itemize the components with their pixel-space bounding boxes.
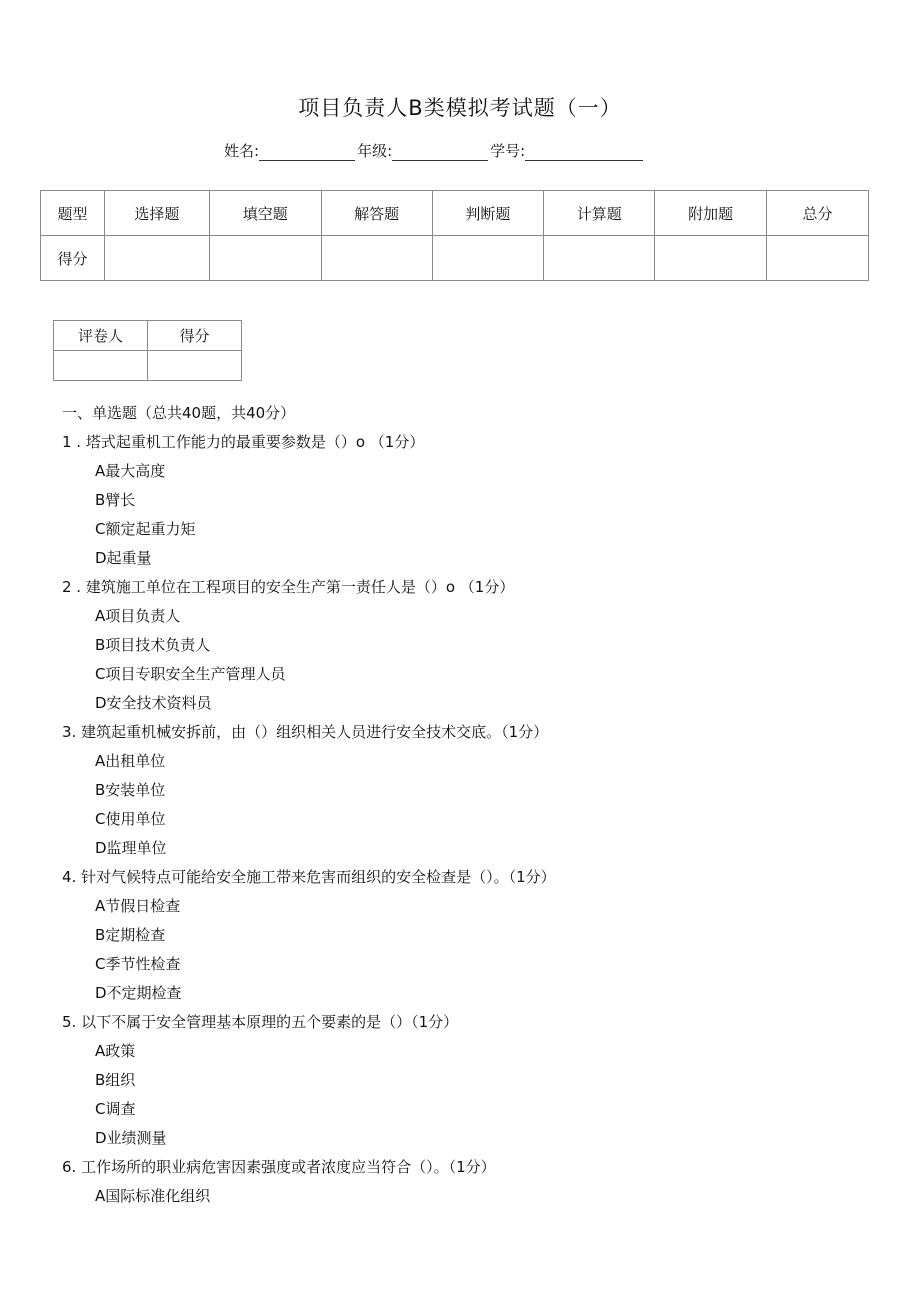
score-header-cell: 附加题 <box>655 191 767 236</box>
score-row-label: 得分 <box>41 236 105 281</box>
grader-label: 评卷人 <box>54 321 148 351</box>
answer-option[interactable]: B安装单位 <box>95 781 166 799</box>
answer-option[interactable]: D不定期检查 <box>95 984 182 1002</box>
answer-option[interactable]: B组织 <box>95 1071 136 1089</box>
question-stem: 1 . 塔式起重机工作能力的最重要参数是（）o （1分） <box>62 433 425 451</box>
question-stem: 3. 建筑起重机械安拆前，由（）组织相关人员进行安全技术交底。（1分） <box>62 723 549 741</box>
page-title: 项目负责人B类模拟考试题（一） <box>298 96 622 120</box>
answer-option[interactable]: C额定起重力矩 <box>95 520 196 538</box>
score-header-cell: 解答题 <box>321 191 432 236</box>
score-entry-cell[interactable] <box>321 236 432 281</box>
score-header-cell: 总分 <box>767 191 869 236</box>
score-entry-cell[interactable] <box>104 236 209 281</box>
question-stem: 4. 针对气候特点可能给安全施工带来危害而组织的安全检查是（）。（1分） <box>62 868 556 886</box>
answer-option[interactable]: C项目专职安全生产管理人员 <box>95 665 286 683</box>
grade-label: 年级: <box>357 142 393 160</box>
score-table-header-row <box>41 191 869 236</box>
score-header-cell: 计算题 <box>544 191 655 236</box>
name-label: 姓名: <box>224 142 260 160</box>
score-header-cell: 判断题 <box>432 191 544 236</box>
grader-entry-row <box>54 351 242 381</box>
answer-option[interactable]: B臂长 <box>95 491 136 509</box>
student-id-blank[interactable] <box>525 144 643 161</box>
grader-score-cell[interactable] <box>148 351 242 381</box>
answer-option[interactable]: D监理单位 <box>95 839 167 857</box>
score-entry-cell[interactable] <box>432 236 544 281</box>
question-stem: 2 . 建筑施工单位在工程项目的安全生产第一责任人是（）o （1分） <box>62 578 515 596</box>
answer-option[interactable]: A最大高度 <box>95 462 166 480</box>
grader-header-row <box>54 321 242 351</box>
score-table <box>40 190 869 281</box>
score-table-score-row <box>41 236 869 281</box>
student-id-label: 学号: <box>490 142 526 160</box>
answer-option[interactable]: C季节性检查 <box>95 955 181 973</box>
section-heading: 一、单选题（总共40题，共40分） <box>62 404 296 422</box>
grader-table <box>53 320 242 381</box>
question-stem: 6. 工作场所的职业病危害因素强度或者浓度应当符合（）。（1分） <box>62 1158 496 1176</box>
grader-name-cell[interactable] <box>54 351 148 381</box>
score-entry-cell[interactable] <box>544 236 655 281</box>
question-stem: 5. 以下不属于安全管理基本原理的五个要素的是（）（1分） <box>62 1013 459 1031</box>
answer-option[interactable]: D业绩测量 <box>95 1129 167 1147</box>
answer-option[interactable]: C调查 <box>95 1100 136 1118</box>
score-header-cell: 填空题 <box>209 191 321 236</box>
answer-option[interactable]: D安全技术资料员 <box>95 694 212 712</box>
score-header-cell: 选择题 <box>104 191 209 236</box>
answer-option[interactable]: A政策 <box>95 1042 136 1060</box>
score-entry-cell[interactable] <box>655 236 767 281</box>
score-entry-cell[interactable] <box>209 236 321 281</box>
question-list <box>60 399 880 1211</box>
answer-option[interactable]: A节假日检查 <box>95 897 181 915</box>
answer-option[interactable]: C使用单位 <box>95 810 166 828</box>
grade-blank[interactable] <box>392 144 488 161</box>
answer-option[interactable]: A国际标准化组织 <box>95 1187 211 1205</box>
score-header-cell: 题型 <box>41 191 105 236</box>
score-entry-cell[interactable] <box>767 236 869 281</box>
name-blank[interactable] <box>259 144 355 161</box>
answer-option[interactable]: D起重量 <box>95 549 152 567</box>
answer-option[interactable]: A项目负责人 <box>95 607 181 625</box>
grader-score-label: 得分 <box>148 321 242 351</box>
answer-option[interactable]: A出租单位 <box>95 752 166 770</box>
answer-option[interactable]: B项目技术负责人 <box>95 636 211 654</box>
answer-option[interactable]: B定期检查 <box>95 926 166 944</box>
student-info-line <box>224 140 645 161</box>
